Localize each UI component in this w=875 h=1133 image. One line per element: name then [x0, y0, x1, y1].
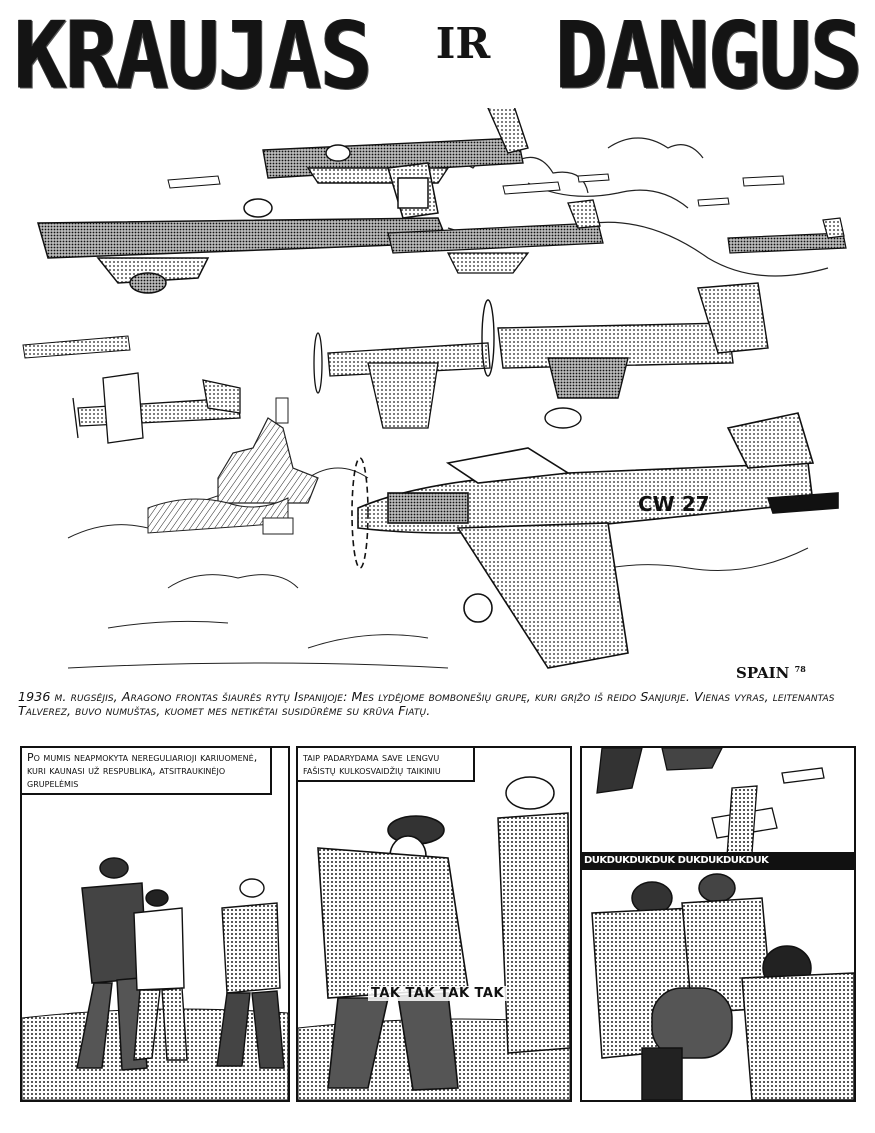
title-word-kraujas: KRAUJAS: [14, 1, 371, 110]
comic-title: [14, 1, 861, 110]
comic-panel-2: [296, 746, 572, 1102]
plane-marking-text: CW 27: [638, 492, 710, 516]
signature-year: 78: [794, 664, 806, 674]
fighter-plane-middle: [314, 333, 490, 428]
panel-1-illustration: [22, 748, 288, 1100]
splash-illustration: [8, 108, 870, 688]
soldier-helmet-right: [498, 777, 570, 1053]
splash-caption: 1936 m. rugsėjis, Aragono frontas šiaurės rytų Ispanijoje: Mes lydėjome bombonešių grupę, kuri grįžo iš reido Sanjurje. Vienas vyras, leitenantas Talverez, buvo numuštas, kuomet mes netikėtai susidūrėme su krūva Fiatų.: [18, 689, 835, 718]
bomber-plane-right: [728, 218, 846, 253]
artist-signature: [736, 664, 806, 682]
hero-fighter-plane: [352, 413, 838, 668]
narration-box-1: Po mumis neapmokyta nereguliarioji kariuomenė, kuri kaunasi už respubliką, atsitraukinėjo grupelėmis: [20, 746, 272, 795]
comic-panel-1: [20, 746, 290, 1102]
narration-box-2: taip padarydama save lengvu fašistų kulkosvaidžių taikiniu: [296, 746, 475, 782]
attacking-planes: [597, 748, 824, 856]
biplane-left: [73, 373, 240, 443]
machine-gun-crew: [592, 874, 854, 1100]
sound-effect-tak: TAK TAK TAK TAK: [368, 986, 507, 1001]
signature-text: SPAIN: [736, 664, 790, 682]
fighter-plane-right: [482, 283, 768, 428]
title-word-dangus: DANGUS: [555, 1, 861, 110]
panel-3-illustration: [582, 748, 854, 1100]
title-word-ir: IR: [435, 19, 491, 68]
sound-effect-duk: DUKDUKDUKDUK DUKDUKDUKDUK: [582, 854, 856, 867]
panel-2-illustration: [298, 748, 570, 1100]
comic-panel-3: [580, 746, 856, 1102]
